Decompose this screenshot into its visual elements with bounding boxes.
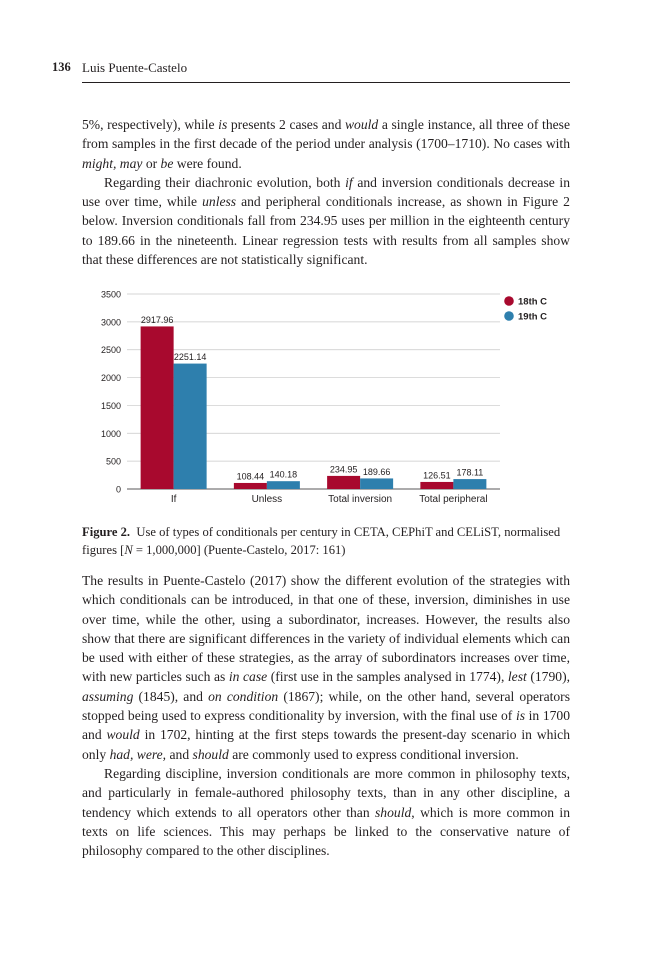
bar-18th-c [327, 476, 360, 489]
bar-value-label: 178.11 [456, 467, 484, 478]
running-header [52, 58, 570, 83]
italic-term: assuming [82, 688, 134, 704]
legend-label: 19th C [518, 311, 548, 323]
bar-18th-c [420, 482, 453, 489]
legend-label: 18th C [518, 296, 548, 308]
bar-19th-c [453, 479, 486, 489]
text-run: and inversion conditionals decrease in use over time, while [82, 174, 571, 210]
y-tick-label: 0 [115, 484, 121, 495]
text-run: Regarding their diachronic evolution, both [104, 174, 346, 190]
text-run: (first use in the samples analysed in 1774), [267, 669, 508, 685]
body-text-top [82, 115, 570, 269]
paragraph-3 [82, 571, 570, 764]
bar-19th-c [174, 364, 207, 489]
running-head-author: Luis Puente-Castelo [82, 60, 188, 75]
legend-swatch [504, 296, 514, 306]
figure-2-bar-chart [82, 284, 570, 508]
italic-term: is [515, 708, 526, 724]
italic-term: would [344, 117, 379, 132]
bar-value-label: 189.66 [362, 466, 391, 477]
y-tick-label: 1500 [100, 400, 121, 411]
bar-value-label: 2251.14 [173, 352, 207, 363]
bar-19th-c [360, 478, 393, 489]
x-tick-label: Total inversion [328, 494, 393, 505]
italic-term: should [192, 746, 229, 762]
caption-text: Use of types of conditionals per century in CETA, CEPhiT and CELiST, normalised figures [ [82, 525, 561, 557]
italic-term: had, were, [109, 746, 167, 762]
body-text-bottom [82, 571, 570, 860]
italic-term: lest [507, 669, 527, 685]
italic-term: is [218, 117, 228, 132]
bar-value-label: 140.18 [269, 469, 298, 480]
bar-value-label: 108.44 [236, 471, 265, 482]
text-run: in 1702, hinting at the first steps towards the present-day scenario in which only [82, 727, 571, 762]
italic-term: in case [228, 669, 268, 685]
bar-18th-c [141, 326, 174, 489]
text-run: presents 2 cases and [227, 117, 345, 132]
y-tick-label: 2500 [100, 345, 121, 356]
italic-term: on condition [208, 688, 279, 704]
figure-caption [82, 523, 570, 559]
page-number: 136 [52, 60, 71, 74]
x-tick-label: If [170, 494, 177, 505]
text-run: a single instance, all three of these from samples in the first decade of the period under analysis (1700–1710). No cases with [82, 117, 570, 152]
y-tick-label: 3000 [100, 317, 121, 328]
text-run: (1845), and [133, 688, 209, 704]
italic-term: might, may [82, 155, 143, 171]
text-run: The results in Puente-Castelo (2017) show the different evolution of the strategies with which conditionals can be introduced, in that one of these, inversion, diminishes in use over time, while the other, using a subordinator, increases. However, the results also show that there are significant differences in the variety of individual elements which can be used with either of these strategies, as the array of subordinators increases over time, with new particles such as [82, 573, 570, 685]
italic-term: if [345, 174, 353, 190]
bar-19th-c [267, 481, 300, 489]
text-run: or [142, 155, 161, 171]
text-run: and peripheral conditionals increase, as shown in Figure 2 below. Inversion conditionals fall from 234.95 uses per million in the eighteenth century to 189.66 in the nineteenth. Linear regression tests with results from all samples show that these differences are not statistically significant. [82, 194, 570, 268]
text-run: (1867); while, on the other hand, several operators stopped being used to express conditionality by inversion, with the final use of [82, 688, 570, 724]
text-run: are commonly used to express conditional inversion. [228, 746, 519, 762]
italic-term: should [375, 804, 412, 820]
text-run: were found. [173, 155, 242, 171]
legend-swatch [504, 311, 514, 321]
bar-18th-c [234, 483, 267, 489]
y-tick-label: 1000 [100, 428, 121, 439]
italic-term: be [160, 155, 174, 171]
italic-term: would [106, 727, 140, 743]
bar-value-label: 126.51 [423, 470, 451, 481]
bar-value-label: 2917.96 [140, 314, 174, 325]
x-tick-label: Total peripheral [419, 494, 488, 505]
y-tick-label: 2000 [100, 373, 121, 384]
y-tick-label: 500 [105, 456, 121, 467]
caption-italic: N [124, 543, 133, 557]
text-run: Regarding discipline, inversion conditionals are more common in philosophy texts, and particularly in female-authored philosophy texts, than in any other discipline, a tendency which extends to all operators other than [82, 765, 570, 820]
text-run: (1790), [526, 669, 570, 685]
paragraph-4 [82, 764, 570, 860]
text-run: 5%, respectively), while [82, 117, 219, 132]
caption-label: Figure 2. [82, 525, 131, 539]
bar-value-label: 234.95 [329, 464, 358, 475]
text-run: , which is more common in texts on life sciences. This may perhaps be linked to the conservative nature of philosophy compared to the other disciplines. [82, 804, 570, 859]
paragraph-1 [82, 115, 570, 173]
italic-term: unless [202, 194, 237, 210]
x-tick-label: Unless [251, 494, 283, 505]
paragraph-2 [82, 173, 570, 269]
caption-text: = 1,000,000] (Puente-Castelo, 2017: 161) [132, 543, 346, 557]
text-run: in 1700 and [82, 708, 571, 743]
text-run: and [166, 746, 193, 762]
y-tick-label: 3500 [100, 289, 121, 300]
